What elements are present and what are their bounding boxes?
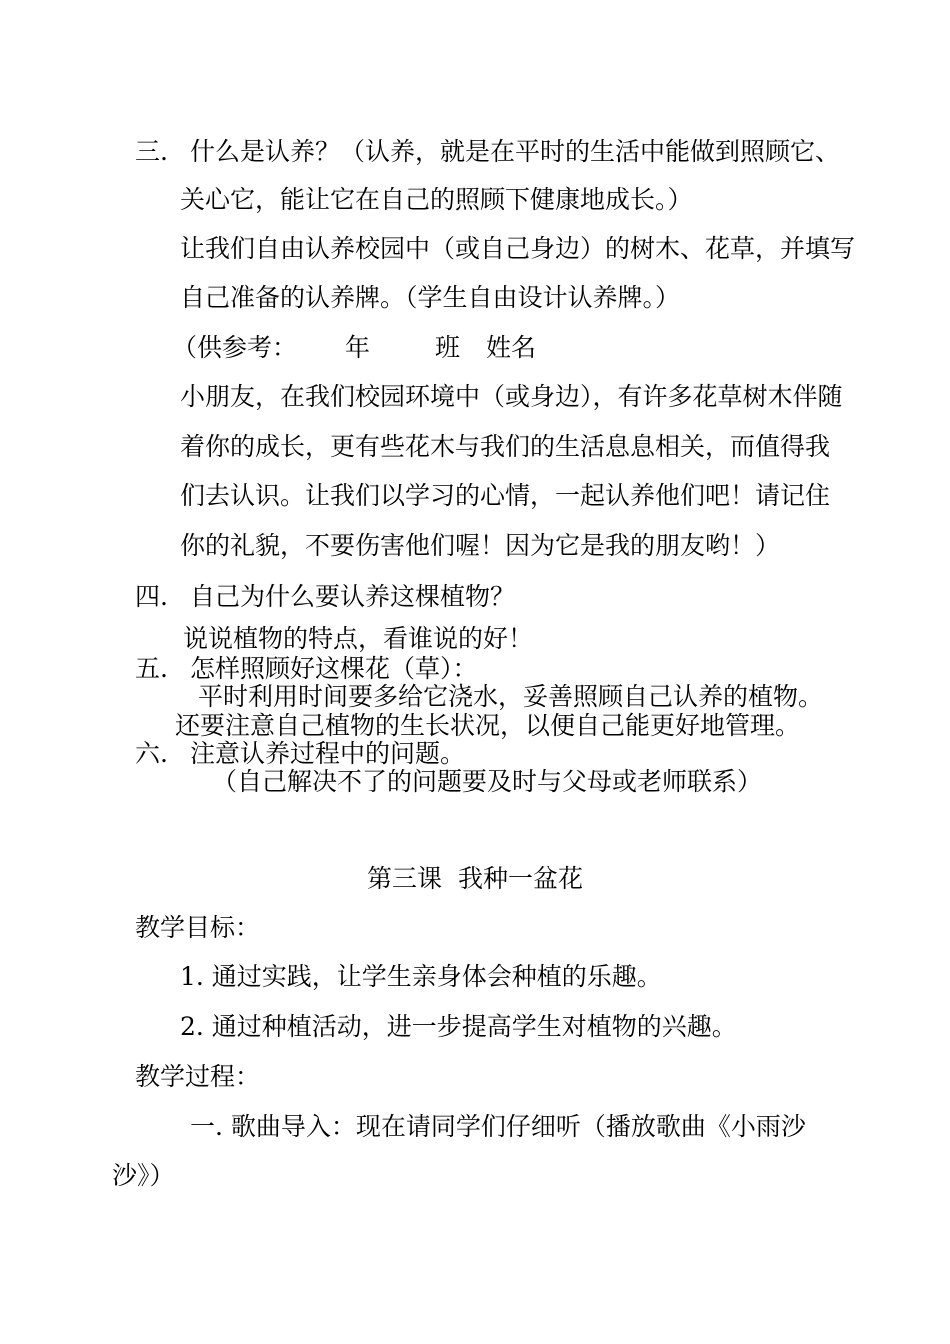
reference-class: 班: [435, 333, 461, 362]
paragraph-line: 着你的成长，更有些花木与我们的生活息息相关，而值得我: [180, 432, 831, 461]
section-6-number: 六.: [135, 739, 168, 768]
reference-name: 姓名: [486, 333, 537, 362]
lesson-title: 第三课 我种一盆花: [367, 864, 583, 893]
section-4-title: 自己为什么要认养这棵植物？: [190, 582, 516, 611]
section-4-number: 四.: [135, 582, 168, 611]
section-6-title: 注意认养过程中的问题。: [190, 739, 466, 768]
section-5-number: 五.: [135, 654, 168, 683]
paragraph-line: 你的礼貌，不要伤害他们喔！因为它是我的朋友哟！）: [180, 531, 781, 560]
section-5-line: 平时利用时间要多给它浇水，妥善照顾自己认养的植物。: [198, 682, 824, 711]
goals-heading: 教学目标：: [135, 913, 261, 942]
section-5-title: 怎样照顾好这棵花（草）：: [190, 654, 478, 683]
reference-grade: 年: [345, 333, 371, 362]
section-3-line: 自己准备的认养牌。（学生自由设计认养牌。）: [180, 283, 681, 312]
section-3-number: 三.: [135, 137, 168, 166]
section-3-line: 让我们自由认养校园中（或自己身边）的树木、花草，并填写: [180, 234, 856, 263]
goal-item: 2. 通过种植活动，进一步提高学生对植物的兴趣。: [180, 1012, 737, 1041]
paragraph-line: 小朋友，在我们校园环境中（或身边），有许多花草树木伴随: [180, 382, 843, 411]
paragraph-line: 们去认识。让我们以学习的心情，一起认养他们吧！请记住: [180, 481, 831, 510]
reference-label: （供参考：: [172, 333, 298, 362]
section-6-line: （自己解决不了的问题要及时与父母或老师联系）: [212, 767, 763, 796]
goal-item: 1. 通过实践，让学生亲身体会种植的乐趣。: [180, 962, 662, 991]
process-heading: 教学过程：: [135, 1062, 261, 1091]
section-3-title: 什么是认养？（认养，就是在平时的生活中能做到照顾它、: [190, 137, 841, 166]
process-step: 一. 歌曲导入：现在请同学们仔细听（播放歌曲《小雨沙: [190, 1112, 806, 1141]
section-4-line: 说说植物的特点，看谁说的好！: [183, 624, 534, 653]
process-step-continued: 沙》）: [112, 1161, 175, 1190]
section-3-line: 关心它，能让它在自己的照顾下健康地成长。）: [180, 185, 693, 214]
section-5-line: 还要注意自己植物的生长状况，以便自己能更好地管理。: [175, 711, 801, 740]
